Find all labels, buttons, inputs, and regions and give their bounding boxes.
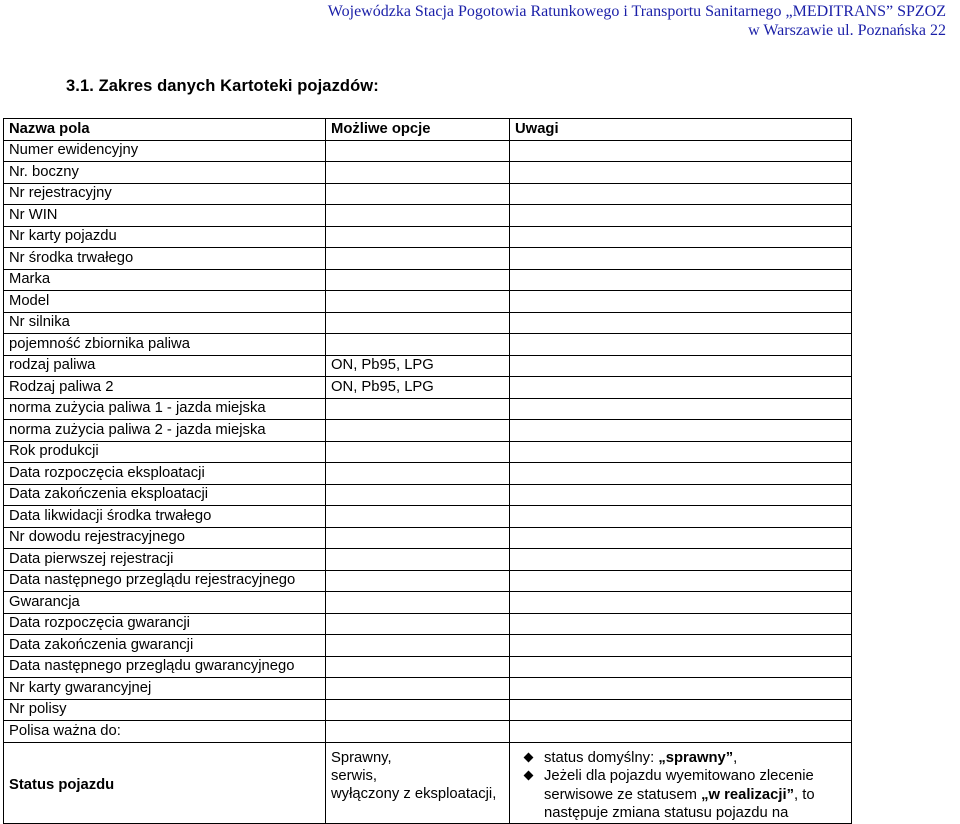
- options-cell: [326, 162, 510, 184]
- table-row: [4, 527, 852, 549]
- notes-cell: [510, 269, 852, 291]
- options-cell: [326, 420, 510, 442]
- table-row: [4, 635, 852, 657]
- notes-cell: [510, 420, 852, 442]
- options-cell: [326, 656, 510, 678]
- notes-cell: [510, 699, 852, 721]
- status-option: wyłączony z eksploatacji,: [331, 785, 497, 802]
- table-row: [4, 205, 852, 227]
- field-name-cell: norma zużycia paliwa 1 - jazda miejska: [4, 398, 326, 420]
- note-emphasis: „w realizacji”: [701, 786, 795, 803]
- status-options: [326, 742, 510, 823]
- table-header-row: [4, 119, 852, 141]
- notes-cell: [510, 463, 852, 485]
- table-row: [4, 334, 852, 356]
- notes-cell: [510, 656, 852, 678]
- options-cell: [326, 334, 510, 356]
- table-row: [4, 248, 852, 270]
- notes-cell: [510, 377, 852, 399]
- field-name-cell: pojemność zbiornika paliwa: [4, 334, 326, 356]
- note-emphasis: „sprawny”: [658, 749, 734, 766]
- note-text-tail: ,: [733, 749, 738, 766]
- options-cell: ON, Pb95, LPG: [326, 377, 510, 399]
- field-name-cell: Numer ewidencyjny: [4, 140, 326, 162]
- note-text: Jeżeli dla pojazdu wyemitowano zlecenie serwisowe ze statusem: [544, 768, 814, 803]
- options-cell: [326, 721, 510, 743]
- field-name-cell: Data pierwszej rejestracji: [4, 549, 326, 571]
- field-name-cell: Nr karty pojazdu: [4, 226, 326, 248]
- field-name-cell: Nr środka trwałego: [4, 248, 326, 270]
- options-cell: [326, 506, 510, 528]
- field-name-cell: Nr silnika: [4, 312, 326, 334]
- field-name-cell: Nr WIN: [4, 205, 326, 227]
- options-cell: [326, 312, 510, 334]
- notes-cell: [510, 162, 852, 184]
- table-row: [4, 484, 852, 506]
- header-notes: Uwagi: [510, 119, 852, 141]
- field-name-cell: Gwarancja: [4, 592, 326, 614]
- field-name-cell: rodzaj paliwa: [4, 355, 326, 377]
- notes-cell: [510, 226, 852, 248]
- field-name-cell: Polisa ważna do:: [4, 721, 326, 743]
- notes-cell: [510, 334, 852, 356]
- field-name-cell: Data likwidacji środka trwałego: [4, 506, 326, 528]
- table-row: [4, 592, 852, 614]
- table-row: [4, 162, 852, 184]
- field-name-cell: Nr rejestracyjny: [4, 183, 326, 205]
- field-name-cell: Data rozpoczęcia gwarancji: [4, 613, 326, 635]
- document-header: [328, 2, 946, 40]
- note-text: status domyślny:: [544, 749, 659, 766]
- note-text-tail: , to następuje zmiana statusu pojazdu na: [544, 786, 815, 821]
- options-cell: [326, 398, 510, 420]
- table-row: [4, 613, 852, 635]
- field-name-cell: Nr karty gwarancyjnej: [4, 678, 326, 700]
- table-row: [4, 441, 852, 463]
- table-row: [4, 699, 852, 721]
- options-cell: [326, 613, 510, 635]
- notes-cell: [510, 635, 852, 657]
- options-cell: [326, 527, 510, 549]
- field-name-cell: Data zakończenia eksploatacji: [4, 484, 326, 506]
- notes-list-item: [524, 767, 847, 823]
- notes-cell: [510, 613, 852, 635]
- options-cell: [326, 248, 510, 270]
- notes-cell: [510, 312, 852, 334]
- status-option: serwis,: [331, 767, 378, 784]
- options-cell: [326, 441, 510, 463]
- table-row: [4, 678, 852, 700]
- options-cell: [326, 140, 510, 162]
- notes-cell: [510, 484, 852, 506]
- options-cell: [326, 635, 510, 657]
- notes-cell: [510, 291, 852, 313]
- diamond-bullet-icon: [524, 771, 534, 781]
- options-cell: ON, Pb95, LPG: [326, 355, 510, 377]
- field-name-cell: Data rozpoczęcia eksploatacji: [4, 463, 326, 485]
- header-line-2: w Warszawie ul. Poznańska 22: [748, 22, 946, 39]
- notes-cell: [510, 248, 852, 270]
- options-cell: [326, 549, 510, 571]
- table-row: [4, 570, 852, 592]
- field-name-cell: norma zużycia paliwa 2 - jazda miejska: [4, 420, 326, 442]
- table-row: [4, 398, 852, 420]
- header-options: Możliwe opcje: [326, 119, 510, 141]
- table-row: [4, 269, 852, 291]
- notes-cell: [510, 570, 852, 592]
- options-cell: [326, 678, 510, 700]
- table-row: [4, 291, 852, 313]
- options-cell: [326, 463, 510, 485]
- notes-cell: [510, 721, 852, 743]
- table-row: [4, 463, 852, 485]
- field-name-cell: Rok produkcji: [4, 441, 326, 463]
- options-cell: [326, 570, 510, 592]
- notes-cell: [510, 506, 852, 528]
- section-title: 3.1. Zakres danych Kartoteki pojazdów:: [66, 77, 379, 95]
- notes-cell: [510, 678, 852, 700]
- field-name-cell: Data następnego przeglądu rejestracyjnego: [4, 570, 326, 592]
- notes-list-item: [524, 749, 847, 768]
- options-cell: [326, 205, 510, 227]
- options-cell: [326, 269, 510, 291]
- header-line-1: Wojewódzka Stacja Pogotowia Ratunkowego i Transportu Sanitarnego „MEDITRANS” SPZOZ: [327, 3, 946, 20]
- field-name-cell: Data zakończenia gwarancji: [4, 635, 326, 657]
- options-cell: [326, 291, 510, 313]
- table-row: [4, 506, 852, 528]
- table-row: [4, 226, 852, 248]
- notes-cell: [510, 205, 852, 227]
- table-row: [4, 183, 852, 205]
- field-name-cell: Nr dowodu rejestracyjnego: [4, 527, 326, 549]
- options-cell: [326, 183, 510, 205]
- diamond-bullet-icon: [524, 752, 534, 762]
- field-name-cell: Marka: [4, 269, 326, 291]
- table-row: [4, 549, 852, 571]
- status-notes: [510, 742, 852, 823]
- table-row: [4, 656, 852, 678]
- options-cell: [326, 592, 510, 614]
- status-option: Sprawny,: [331, 749, 392, 766]
- options-cell: [326, 484, 510, 506]
- notes-cell: [510, 549, 852, 571]
- options-cell: [326, 226, 510, 248]
- notes-cell: [510, 441, 852, 463]
- notes-cell: [510, 355, 852, 377]
- table-row: [4, 140, 852, 162]
- vehicle-fields-table: [3, 118, 852, 824]
- field-name-cell: Data następnego przeglądu gwarancyjnego: [4, 656, 326, 678]
- table-row: [4, 312, 852, 334]
- field-name-cell: Nr polisy: [4, 699, 326, 721]
- notes-cell: [510, 592, 852, 614]
- field-name-cell: Nr. boczny: [4, 162, 326, 184]
- status-row: [4, 742, 852, 823]
- notes-cell: [510, 527, 852, 549]
- table-row: [4, 355, 852, 377]
- table-row: [4, 377, 852, 399]
- table-row: [4, 420, 852, 442]
- table-row: [4, 721, 852, 743]
- header-field-name: Nazwa pola: [4, 119, 326, 141]
- notes-list: [524, 749, 847, 823]
- field-name-cell: Model: [4, 291, 326, 313]
- notes-cell: [510, 183, 852, 205]
- notes-cell: [510, 140, 852, 162]
- field-name-cell: Rodzaj paliwa 2: [4, 377, 326, 399]
- status-field-name: Status pojazdu: [4, 742, 326, 823]
- notes-cell: [510, 398, 852, 420]
- options-cell: [326, 699, 510, 721]
